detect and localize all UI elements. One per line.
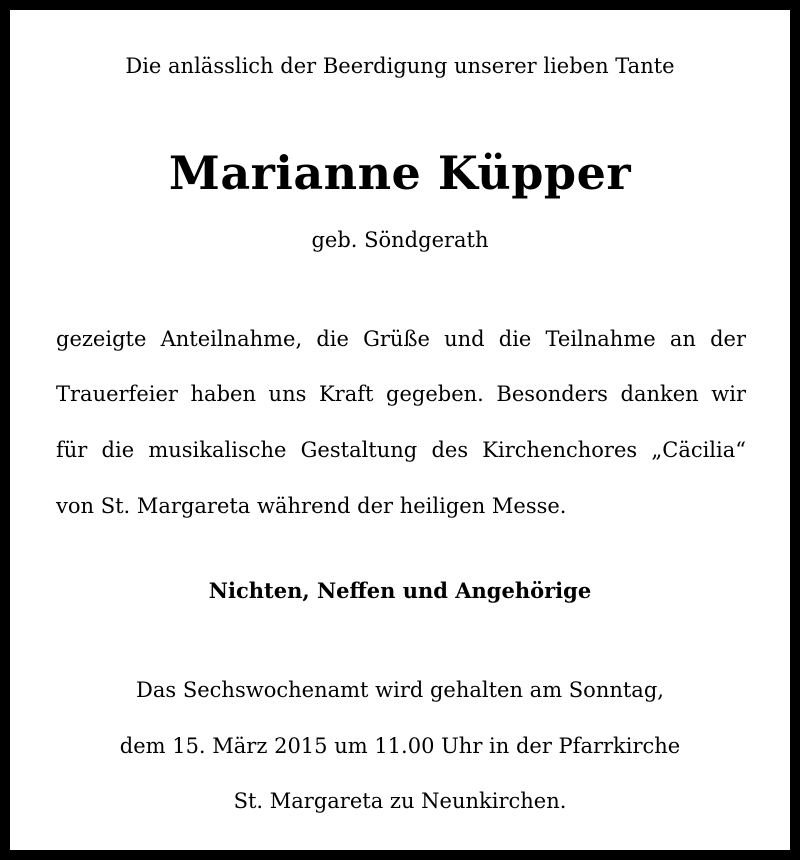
body-line: gezeigte Anteilnahme, die Grüße und die Teilnahme an der [56,327,746,351]
body-line: Trauerfeier haben uns Kraft gegeben. Besonders danken wir [56,382,746,406]
signature: Nichten, Neffen und Angehörige [208,578,592,603]
mass-line: Das Sechswochenamt wird gehalten am Sonntag, [136,678,664,702]
mass-line: St. Margareta zu Neunkirchen. [233,789,567,813]
mass-line: dem 15. März 2015 um 11.00 Uhr in der Pfarrkirche [119,734,681,758]
intro-text: Die anlässlich der Beerdigung unserer lieben Tante [125,54,675,78]
deceased-name: Marianne Küpper [168,146,632,200]
maiden-name: geb. Söndgerath [311,228,489,252]
body-line: von St. Margareta während der heiligen Messe. [56,494,567,518]
body-line: für die musikalische Gestaltung des Kirchenchores „Cäcilia“ [56,438,746,462]
